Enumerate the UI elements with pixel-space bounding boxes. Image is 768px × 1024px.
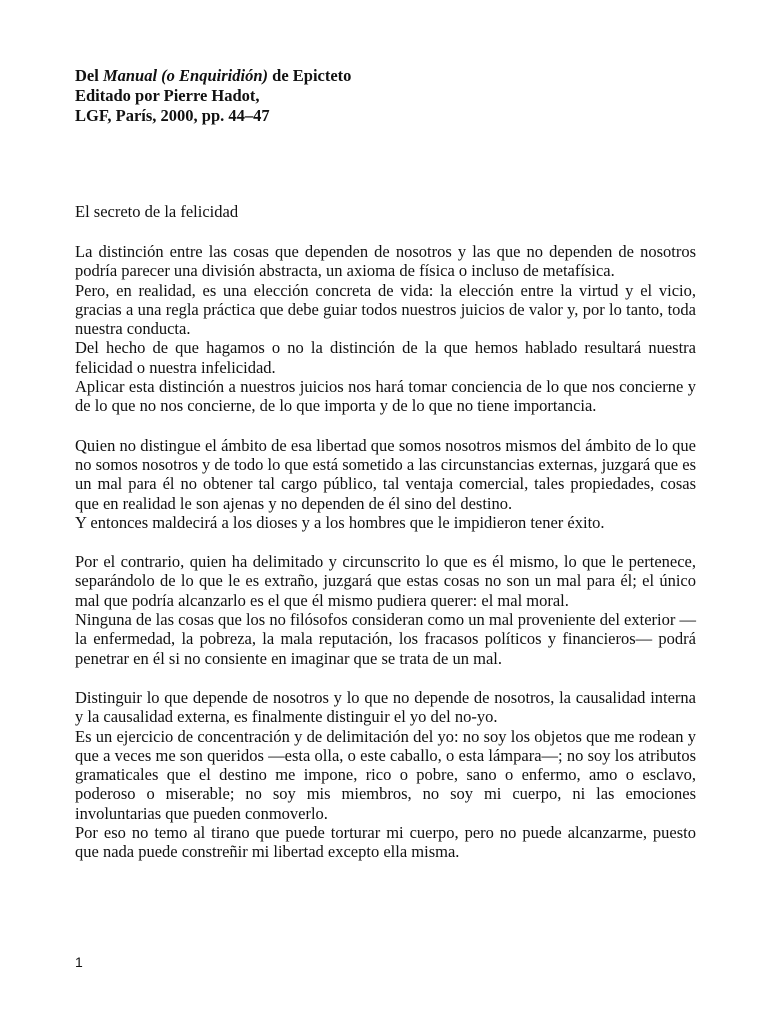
citation-line-1 [75, 66, 696, 86]
paragraph: Aplicar esta distinción a nuestros juicios nos hará tomar conciencia de lo que nos concierne y de lo que no nos concierne, de lo que importa y de lo que no tiene importancia. [75, 377, 696, 416]
text-block-2 [75, 436, 696, 532]
paragraph: Y entonces maldecirá a los dioses y a los hombres que le impidieron tener éxito. [75, 512, 605, 532]
citation-author: de Epicteto [268, 66, 352, 85]
citation-prefix: Del [75, 66, 103, 85]
page-number: 1 [75, 954, 83, 970]
text-block-1 [75, 242, 696, 416]
paragraph: Distinguir lo que depende de nosotros y lo que no depende de nosotros, la causalidad interna y la causalidad externa, es finalmente distinguir el yo del no-yo. [75, 687, 696, 727]
paragraph: Quien no distingue el ámbito de esa libertad que somos nosotros mismos del ámbito de lo que no somos nosotros y de todo lo que está sometido a las circunstancias externas, juzgará que es un mal para él no obtener tal cargo público, tal ventaja comercial, tales propiedades, cosas que en realidad le son ajenas y no dependen de él sino del destino. [75, 435, 696, 513]
citation-header [75, 66, 696, 126]
work-title: Manual (o Enquiridión) [102, 66, 269, 85]
document-page [75, 66, 696, 862]
citation-line-3: LGF, París, 2000, pp. 44–47 [75, 106, 270, 125]
text-block-3 [75, 552, 696, 668]
paragraph: Del hecho de que hagamos o no la distinción de la que hemos hablado resultará nuestra felicidad o nuestra infelicidad. [75, 338, 696, 377]
paragraph: Es un ejercicio de concentración y de delimitación del yo: no soy los objetos que me rodean y que a veces me son queridos —esta olla, o este caballo, o esta lámpara—; no soy los atributos gramaticales que el destino me impone, rico o pobre, sano o enfermo, amo o esclavo, poderoso o miserable; no soy mis miembros, no soy mi cuerpo, ni las emociones involuntarias que pueden conmoverlo. [75, 726, 696, 823]
paragraph: Por eso no temo al tirano que puede torturar mi cuerpo, pero no puede alcanzarme, puesto que nada puede constreñir mi libertad excepto ella misma. [75, 823, 696, 862]
paragraph: Pero, en realidad, es una elección concreta de vida: la elección entre la virtud y el vicio, gracias a una regla práctica que debe guiar todos nuestros juicios de valor y, por lo tanto, toda nuestra conducta. [75, 280, 696, 339]
text-block-4 [75, 688, 696, 862]
citation-line-2: Editado por Pierre Hadot, [75, 86, 260, 105]
section-title: El secreto de la felicidad [75, 202, 239, 221]
paragraph: La distinción entre las cosas que dependen de nosotros y las que no dependen de nosotros podría parecer una división abstracta, un axioma de física o incluso de metafísica. [75, 242, 696, 281]
paragraph: Ninguna de las cosas que los no filósofos consideran como un mal proveniente del exterior —la enfermedad, la pobreza, la mala reputación, los fracasos políticos y financieros— podrá penetrar en él si no consiente en imaginar que se trata de un mal. [75, 610, 696, 668]
paragraph: Por el contrario, quien ha delimitado y circunscrito lo que es él mismo, lo que le pertenece, separándolo de lo que le es extraño, juzgará que estas cosas no son un mal para él; el único mal que podría alcanzarlo es el que él mismo pudiera querer: el mal moral. [75, 552, 696, 610]
